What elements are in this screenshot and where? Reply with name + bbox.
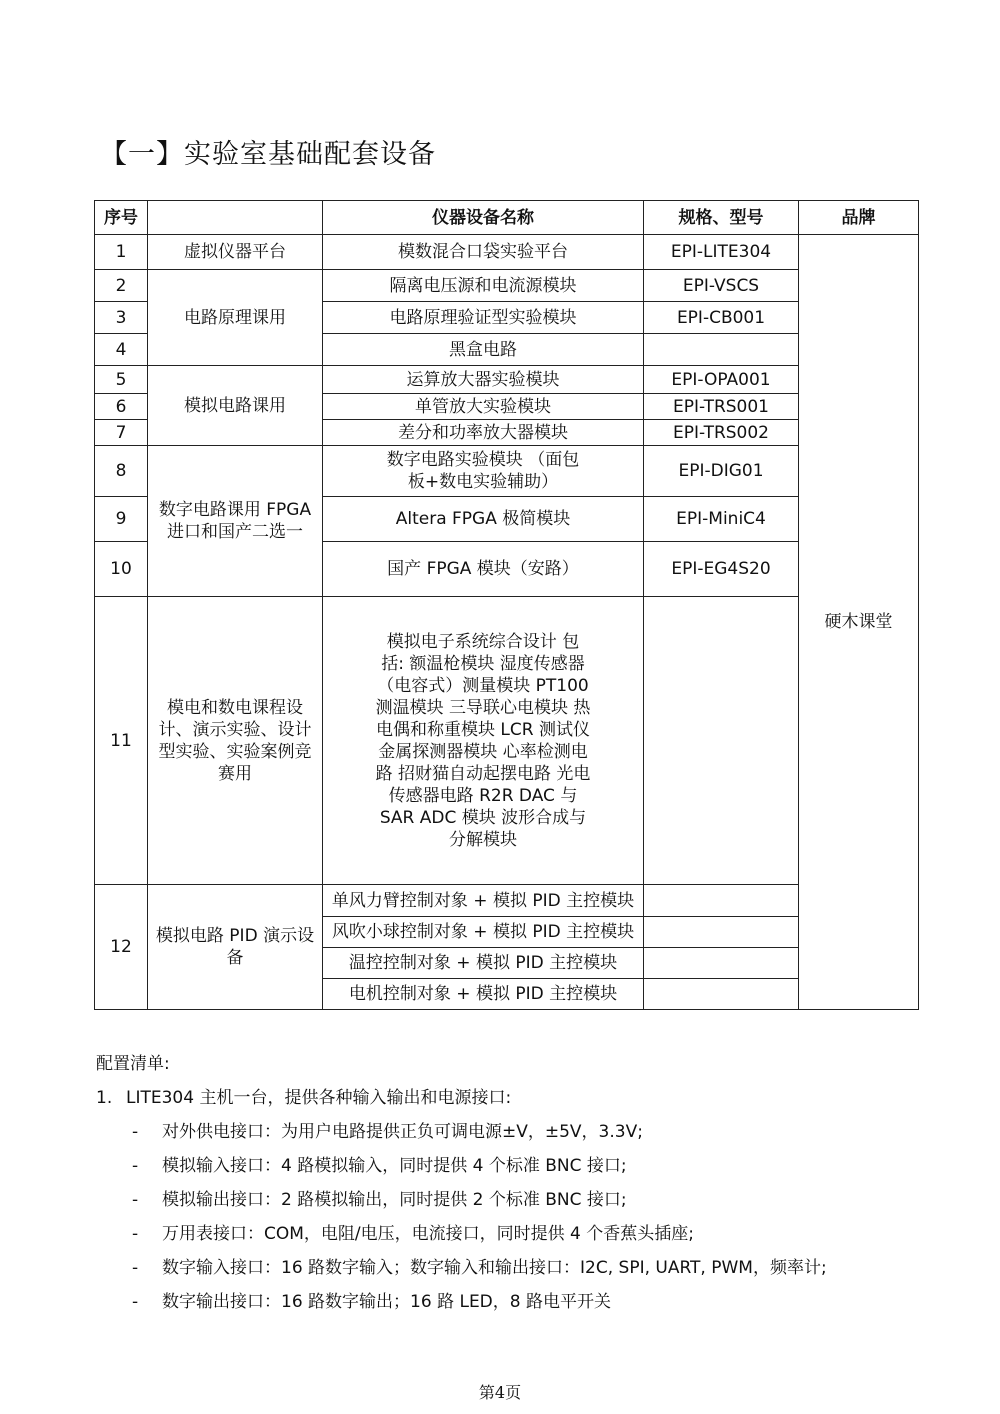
device-model <box>644 979 799 1010</box>
pid-item: 电机控制对象 + 模拟 PID 主控模块 <box>323 979 644 1010</box>
page-number: 第4页 <box>478 1383 522 1402</box>
config-bullet <box>96 1251 827 1285</box>
device-model: EPI-DIG01 <box>644 446 799 497</box>
config-item-number: 1. <box>96 1088 113 1108</box>
table-header-row <box>95 201 919 235</box>
config-bullet <box>96 1183 827 1217</box>
row-number: 12 <box>95 885 148 1010</box>
config-item-text: LITE304 主机一台，提供各种输入输出和电源接口: <box>126 1088 512 1108</box>
config-bullet <box>96 1115 827 1149</box>
device-name <box>323 597 644 885</box>
bullet-dash: - <box>132 1224 139 1244</box>
config-bullet <box>96 1217 827 1251</box>
header-category <box>148 201 323 235</box>
config-heading: 配置清单: <box>96 1054 170 1074</box>
table-row <box>95 270 919 302</box>
bullet-text: 数字输出接口：16 路数字输出；16 路 LED，8 路电平开关 <box>162 1292 611 1312</box>
device-name: 差分和功率放大器模块 <box>323 420 644 446</box>
config-bullet <box>96 1149 827 1183</box>
bullet-text: 数字输入接口：16 路数字输入；数字输入和输出接口：I2C, SPI, UART, PWM，频率计; <box>162 1258 827 1278</box>
device-name-text: 数字电路实验模块 （面包板+数电实验辅助） <box>386 450 580 492</box>
row-number: 11 <box>95 597 148 885</box>
row-number: 2 <box>95 270 148 302</box>
row-number: 6 <box>95 394 148 420</box>
config-list <box>96 1047 827 1319</box>
device-model: EPI-MiniC4 <box>644 497 799 542</box>
bullet-text: 模拟输出接口：2 路模拟输出，同时提供 2 个标准 BNC 接口; <box>162 1190 627 1210</box>
table-row <box>95 235 919 270</box>
device-name: 模数混合口袋实验平台 <box>323 235 644 270</box>
row-number: 8 <box>95 446 148 497</box>
device-model <box>644 917 799 948</box>
device-name: Altera FPGA 极简模块 <box>323 497 644 542</box>
table-row <box>95 446 919 497</box>
device-model: EPI-TRS002 <box>644 420 799 446</box>
equipment-table <box>94 200 919 1010</box>
category-text: 数字电路课用 FPGA 进口和国产二选一 <box>158 500 312 542</box>
category-cell: 模拟电路课用 <box>148 366 323 446</box>
config-item <box>96 1081 827 1115</box>
device-name: 黑盒电路 <box>323 334 644 366</box>
row-number: 7 <box>95 420 148 446</box>
table-row <box>95 366 919 394</box>
category-cell: 虚拟仪器平台 <box>148 235 323 270</box>
header-model: 规格、型号 <box>644 201 799 235</box>
device-model: EPI-CB001 <box>644 302 799 334</box>
device-model <box>644 334 799 366</box>
bullet-text: 万用表接口：COM，电阻/电压，电流接口，同时提供 4 个香蕉头插座; <box>162 1224 694 1244</box>
bullet-dash: - <box>132 1292 139 1312</box>
device-name <box>323 446 644 497</box>
pid-item: 单风力臂控制对象 + 模拟 PID 主控模块 <box>323 885 644 917</box>
device-name: 运算放大器实验模块 <box>323 366 644 394</box>
device-model: EPI-TRS001 <box>644 394 799 420</box>
row-number: 3 <box>95 302 148 334</box>
bullet-text: 模拟输入接口：4 路模拟输入，同时提供 4 个标准 BNC 接口; <box>162 1156 627 1176</box>
header-brand: 品牌 <box>799 201 919 235</box>
device-model: EPI-EG4S20 <box>644 542 799 597</box>
device-model <box>644 885 799 917</box>
table-row <box>95 885 919 917</box>
config-bullet <box>96 1285 827 1319</box>
device-model <box>644 948 799 979</box>
page-title: 【一】实验室基础配套设备 <box>100 139 436 170</box>
header-name: 仪器设备名称 <box>323 201 644 235</box>
device-name: 电路原理验证型实验模块 <box>323 302 644 334</box>
row-number: 5 <box>95 366 148 394</box>
row-number: 4 <box>95 334 148 366</box>
device-name: 单管放大实验模块 <box>323 394 644 420</box>
table-row <box>95 597 919 885</box>
device-model <box>644 597 799 885</box>
bullet-dash: - <box>132 1190 139 1210</box>
row-number: 9 <box>95 497 148 542</box>
device-name: 国产 FPGA 模块（安路） <box>323 542 644 597</box>
device-name-text: 模拟电子系统综合设计 包括: 额温枪模块 湿度传感器（电容式）测量模块 PT100 测温模块 三导联心电模块 热电偶和称重模块 LCR 测试仪 金属探测器模块 心率检测电路 招财猫自动起摆电路 光电传感器电路 R2R DAC 与 SAR ADC 模块 波形合成与分解模块 <box>375 631 591 850</box>
pid-item: 温控控制对象 + 模拟 PID 主控模块 <box>323 948 644 979</box>
bullet-dash: - <box>132 1156 139 1176</box>
device-name: 隔离电压源和电流源模块 <box>323 270 644 302</box>
row-number: 1 <box>95 235 148 270</box>
row-number: 10 <box>95 542 148 597</box>
category-cell <box>148 446 323 597</box>
bullet-text: 对外供电接口：为用户电路提供正负可调电源±V，±5V，3.3V; <box>162 1122 643 1142</box>
device-model: EPI-LITE304 <box>644 235 799 270</box>
category-cell: 电路原理课用 <box>148 270 323 366</box>
bullet-dash: - <box>132 1258 139 1278</box>
device-model: EPI-OPA001 <box>644 366 799 394</box>
header-seq: 序号 <box>95 201 148 235</box>
brand-cell: 硬木课堂 <box>799 235 919 1010</box>
category-text: 模电和数电课程设计、演示实验、设计型实验、实验案例竞赛用 <box>158 697 312 784</box>
device-model: EPI-VSCS <box>644 270 799 302</box>
category-cell <box>148 597 323 885</box>
pid-item: 风吹小球控制对象 + 模拟 PID 主控模块 <box>323 917 644 948</box>
bullet-dash: - <box>132 1122 139 1142</box>
category-cell: 模拟电路 PID 演示设备 <box>148 885 323 1010</box>
